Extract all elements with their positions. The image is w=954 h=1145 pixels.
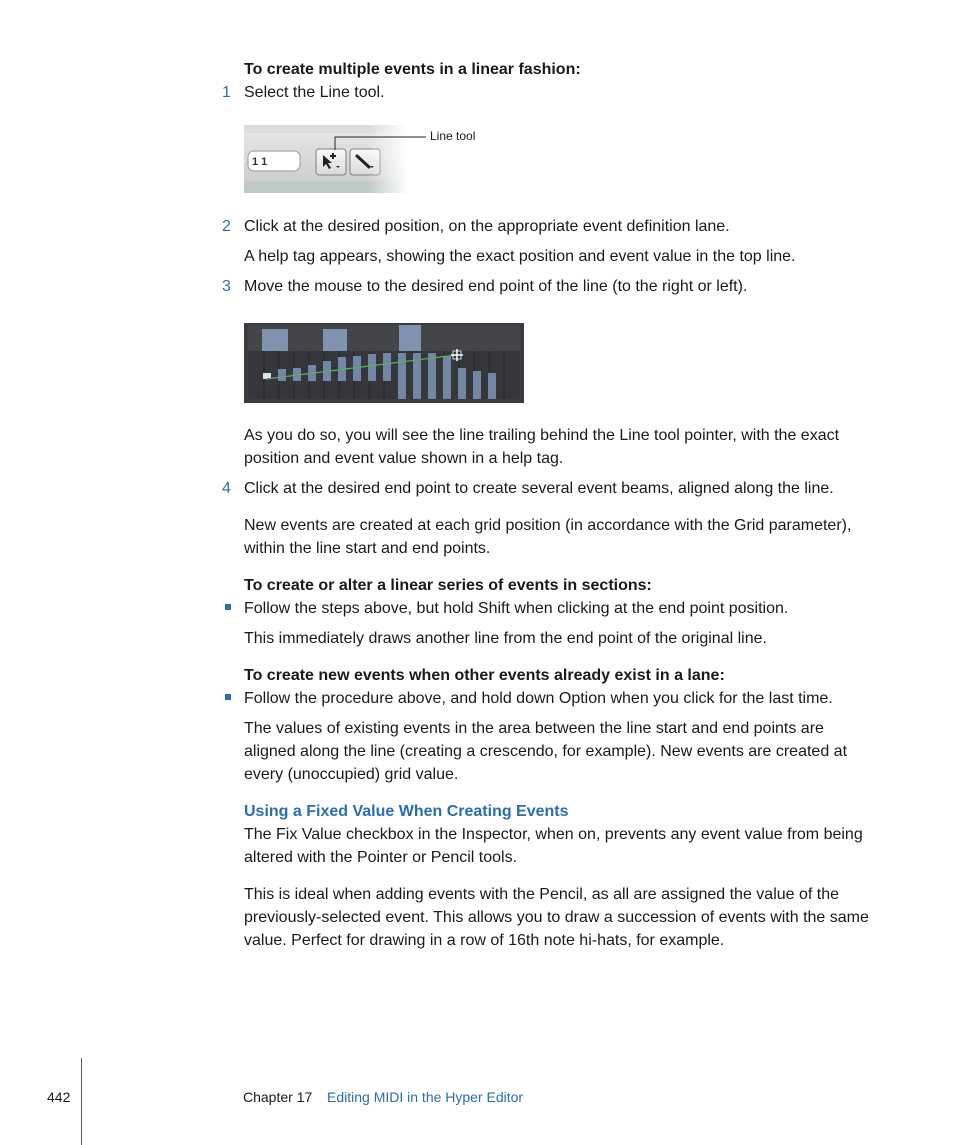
pointer-tool-icon — [320, 153, 342, 171]
step-note: within the line start and end points. — [244, 540, 491, 557]
callout-label: Line tool — [430, 129, 476, 143]
chapter-label: Chapter 17 — [243, 1089, 313, 1105]
line-tool-icon — [354, 153, 376, 171]
step-note: A help tag appears, showing the exact position and event value in the top line. — [244, 248, 796, 265]
paragraph: value. Perfect for drawing in a row of 16th note hi-hats, for example. — [244, 932, 725, 949]
paragraph: This is ideal when adding events with the Pencil, as all are assigned the value of the — [244, 886, 840, 903]
section-heading-new-events: To create new events when other events already exist in a lane: — [244, 667, 725, 684]
step-note: As you do so, you will see the line trailing behind the Line tool pointer, with the exact — [244, 427, 840, 444]
section-heading-linear: To create multiple events in a linear fashion: — [244, 61, 581, 78]
event-lane-screenshot — [244, 323, 524, 403]
step-note: New events are created at each grid position (in accordance with the Grid parameter), — [244, 517, 852, 534]
footer-divider — [81, 1058, 82, 1145]
chapter-title: Editing MIDI in the Hyper Editor — [327, 1089, 524, 1105]
step-number: 3 — [222, 278, 231, 295]
step-number: 2 — [222, 218, 231, 235]
paragraph: The Fix Value checkbox in the Inspector, when on, prevents any event value from being — [244, 826, 863, 843]
bullet-note: The values of existing events in the area between the line start and end points are — [244, 720, 824, 737]
subsection-heading: Using a Fixed Value When Creating Events — [244, 803, 569, 820]
step-number: 4 — [222, 480, 231, 497]
step-text: Click at the desired end point to create several event beams, aligned along the line. — [244, 480, 834, 497]
event-lane-figure — [244, 323, 524, 403]
step-text: Move the mouse to the desired end point of the line (to the right or left). — [244, 278, 748, 295]
step-note: position and event value shown in a help tag. — [244, 450, 564, 467]
bullet-icon — [225, 694, 231, 700]
paragraph: previously-selected event. This allows you to draw a succession of events with the same — [244, 909, 869, 926]
step-text: Select the Line tool. — [244, 84, 385, 101]
page-number: 442 — [47, 1089, 71, 1105]
bullet-text: Follow the procedure above, and hold down Option when you click for the last time. — [244, 690, 833, 707]
callout-line — [330, 133, 430, 153]
section-heading-sections: To create or alter a linear series of events in sections: — [244, 577, 652, 594]
paragraph: altered with the Pointer or Pencil tools. — [244, 849, 518, 866]
step-text: Click at the desired position, on the appropriate event definition lane. — [244, 218, 730, 235]
bullet-icon — [225, 604, 231, 610]
position-field: 1 1 — [252, 156, 268, 168]
bullet-text: Follow the steps above, but hold Shift when clicking at the end point position. — [244, 600, 789, 617]
bullet-note: every (unoccupied) grid value. — [244, 766, 459, 783]
step-number: 1 — [222, 84, 231, 101]
bullet-note: aligned along the line (creating a crescendo, for example). New events are created at — [244, 743, 848, 760]
bullet-note: This immediately draws another line from the end point of the original line. — [244, 630, 767, 647]
